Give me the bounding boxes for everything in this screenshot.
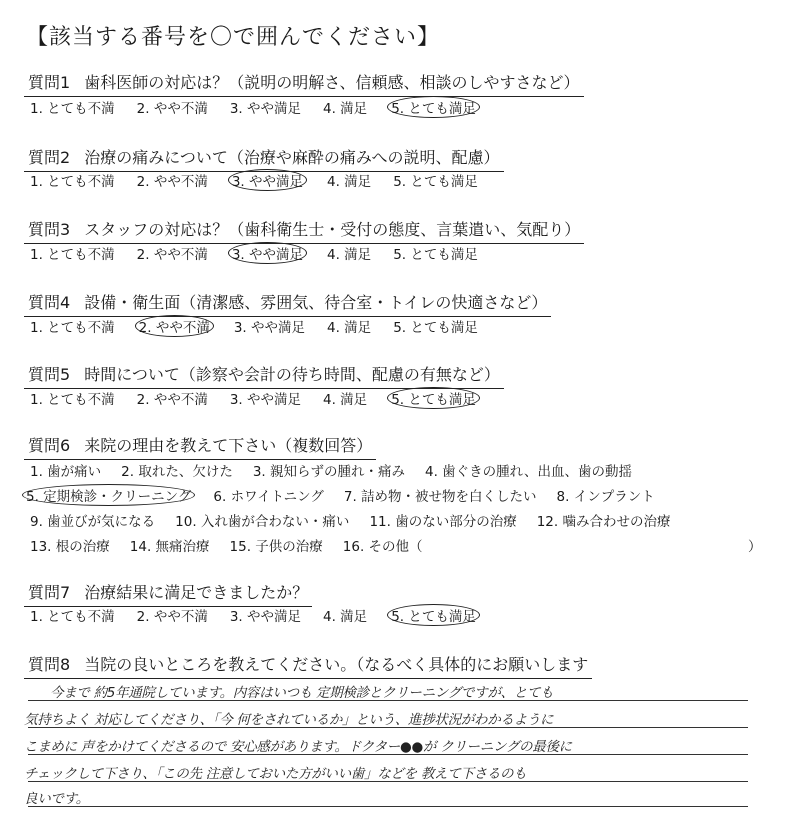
q4-option-3[interactable]: 3. やや満足 xyxy=(233,320,306,336)
q7-option-2[interactable]: 2. やや不満 xyxy=(136,609,208,625)
q6-option-6[interactable]: 6. ホワイトニング xyxy=(213,489,324,505)
question-8-text: 当院の良いところを教えてください。（なるべく具体的にお願いします xyxy=(84,655,589,674)
question-5-text: 時間について（診察や会計の待ち時間、配慮の有無など） xyxy=(84,365,500,384)
handwritten-answer-line-5: 良いです。 xyxy=(24,791,89,807)
handwritten-answer-line-3: こまめに 声をかけてくださるので 安心感があります。ドクター●●が クリーニングの最後に xyxy=(24,739,572,755)
handwritten-answer-line-2: 気持ちよく 対応してくださり、「今 何をされているか」という、進捗状況がわかるように xyxy=(24,712,554,728)
q5-option-2[interactable]: 2. やや不満 xyxy=(136,392,208,408)
question-3-number: 質問3 xyxy=(28,220,71,239)
question-2-text: 治療の痛みについて（治療や麻酔の痛みへの説明、配慮） xyxy=(84,148,500,167)
question-4-number: 質問4 xyxy=(28,293,71,312)
q4-option-1[interactable]: 1. とても不満 xyxy=(30,320,115,336)
question-1-text: 歯科医師の対応は？（説明の明解さ、信頼感、相談のしやすさなど） xyxy=(84,73,580,92)
question-7-text: 治療結果に満足できましたか？ xyxy=(84,583,309,602)
question-7-number: 質問7 xyxy=(28,583,71,602)
question-2-number: 質問2 xyxy=(28,148,71,167)
q6-option-13[interactable]: 13. 根の治療 xyxy=(30,539,110,555)
q3-option-4[interactable]: 4. 満足 xyxy=(327,247,372,263)
q3-option-5[interactable]: 5. とても満足 xyxy=(393,247,478,263)
q1-option-2[interactable]: 2. やや不満 xyxy=(136,101,208,117)
question-1-heading xyxy=(28,70,580,93)
q1-option-1[interactable]: 1. とても不満 xyxy=(30,101,115,117)
q6-option-4[interactable]: 4. 歯ぐきの腫れ、出血、歯の動揺 xyxy=(425,464,632,480)
question-5-options xyxy=(28,388,498,408)
q6-option-9[interactable]: 9. 歯並びが気になる xyxy=(30,514,156,530)
question-1-options xyxy=(28,97,498,117)
q2-option-3[interactable]: 3. やや満足 xyxy=(228,171,307,190)
question-2-heading xyxy=(28,145,500,168)
q3-option-1[interactable]: 1. とても不満 xyxy=(30,247,115,263)
question-1-number: 質問1 xyxy=(28,73,71,92)
q3-option-2[interactable]: 2. やや不満 xyxy=(136,247,208,263)
question-2-options xyxy=(28,170,498,190)
q7-option-5[interactable]: 5. とても満足 xyxy=(387,606,480,625)
q6-row-4 xyxy=(28,535,441,555)
q7-option-3[interactable]: 3. やや満足 xyxy=(229,609,302,625)
question-3-heading xyxy=(28,217,580,240)
question-7-heading xyxy=(28,580,308,603)
q6-option-8[interactable]: 8. インプラント xyxy=(556,489,655,505)
q4-option-5[interactable]: 5. とても満足 xyxy=(393,320,478,336)
q6-option-3[interactable]: 3. 親知らずの腫れ・痛み xyxy=(252,464,406,480)
question-6-number: 質問6 xyxy=(28,436,71,455)
q1-option-5[interactable]: 5. とても満足 xyxy=(387,98,480,117)
q5-option-4[interactable]: 4. 満足 xyxy=(323,392,368,408)
question-4-options xyxy=(28,316,498,336)
q6-option-1[interactable]: 1. 歯が痛い xyxy=(30,464,102,480)
q7-option-4[interactable]: 4. 満足 xyxy=(323,609,368,625)
q6-option-12[interactable]: 12. 噛み合わせの治療 xyxy=(536,514,671,530)
q6-option-16[interactable]: 16. その他（ xyxy=(342,539,423,555)
question-3-options xyxy=(28,243,498,263)
q3-option-3[interactable]: 3. やや満足 xyxy=(228,244,307,263)
q6-option-15[interactable]: 15. 子供の治療 xyxy=(229,539,323,555)
q6-other-close-paren: ） xyxy=(748,539,762,555)
question-6-text: 来院の理由を教えて下さい（複数回答） xyxy=(84,436,373,455)
question-8-number: 質問8 xyxy=(28,655,71,674)
q2-option-4[interactable]: 4. 満足 xyxy=(327,174,372,190)
handwritten-answer-line-4: チェックして下さり、「この先 注意しておいた方がいい歯」などを 教えて下さるのも xyxy=(24,766,527,782)
handwritten-answer-line-1: 今まで 約5年通院しています。内容はいつも 定期検診とクリーニングですが、とても xyxy=(50,685,554,701)
q2-option-2[interactable]: 2. やや不満 xyxy=(136,174,208,190)
page-title: 【該当する番号を〇で囲んでください】 xyxy=(26,25,441,50)
q6-row-2 xyxy=(22,485,673,505)
question-3-text: スタッフの対応は？（歯科衛生士・受付の態度、言葉遣い、気配り） xyxy=(84,220,581,239)
q2-option-5[interactable]: 5. とても満足 xyxy=(393,174,478,190)
q6-option-5[interactable]: 5. 定期検診・クリーニング xyxy=(22,486,195,505)
question-8-underline xyxy=(24,678,592,679)
q6-option-7[interactable]: 7. 詰め物・被せ物を白くしたい xyxy=(343,489,537,505)
q5-option-1[interactable]: 1. とても不満 xyxy=(30,392,115,408)
question-8-heading xyxy=(28,652,588,675)
q6-option-11[interactable]: 11. 歯のない部分の治療 xyxy=(369,514,517,530)
question-6-heading xyxy=(28,433,372,456)
q2-option-1[interactable]: 1. とても不満 xyxy=(30,174,115,190)
q6-row-3 xyxy=(28,510,688,530)
question-4-text: 設備・衛生面（清潔感、雰囲気、待合室・トイレの快適さなど） xyxy=(84,293,548,312)
q1-option-3[interactable]: 3. やや満足 xyxy=(229,101,302,117)
q5-option-3[interactable]: 3. やや満足 xyxy=(229,392,302,408)
q6-row-1 xyxy=(28,460,650,480)
q6-option-2[interactable]: 2. 取れた、欠けた xyxy=(121,464,233,480)
question-5-heading xyxy=(28,362,500,385)
question-7-options xyxy=(28,605,498,625)
q5-option-5[interactable]: 5. とても満足 xyxy=(387,389,480,408)
q6-option-10[interactable]: 10. 入れ歯が合わない・痛い xyxy=(175,514,350,530)
q6-option-14[interactable]: 14. 無痛治療 xyxy=(129,539,210,555)
q1-option-4[interactable]: 4. 満足 xyxy=(323,101,368,117)
question-4-heading xyxy=(28,290,547,313)
q7-option-1[interactable]: 1. とても不満 xyxy=(30,609,115,625)
q4-option-2[interactable]: 2. やや不満 xyxy=(135,317,214,336)
q4-option-4[interactable]: 4. 満足 xyxy=(327,320,372,336)
question-5-number: 質問5 xyxy=(28,365,71,384)
